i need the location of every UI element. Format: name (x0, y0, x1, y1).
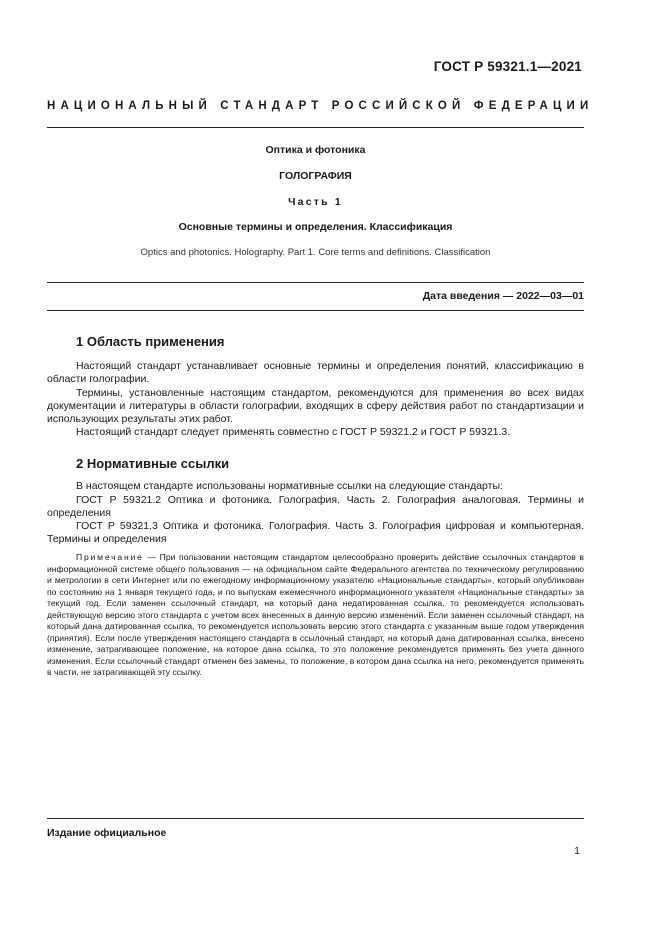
official-edition-label: Издание официальное (47, 827, 167, 839)
footer-divider (47, 818, 584, 819)
header-divider (47, 127, 584, 128)
title-subject: Оптика и фотоника (265, 144, 366, 156)
note-label: Примечание (76, 552, 144, 562)
section-1-paragraph: Настоящий стандарт устанавливает основные термины и определения понятий, классификацию в области голографии. (47, 360, 584, 385)
standard-number: ГОСТ Р 59321.1—2021 (433, 59, 582, 74)
title-divider (47, 282, 584, 283)
page-number: 1 (574, 845, 580, 857)
section-1-paragraph: Настоящий стандарт следует применять совместно с ГОСТ Р 59321.2 и ГОСТ Р 59321.3. (76, 426, 511, 438)
section-1-heading: 1 Область применения (76, 334, 225, 349)
note-block (47, 552, 584, 679)
title-main: ГОЛОГРАФИЯ (279, 170, 352, 182)
section-2-paragraph: В настоящем стандарте использованы нормативные ссылки на следующие стандарты: (76, 480, 503, 492)
title-english: Optics and photonics. Holography. Part 1. Core terms and definitions. Classification (140, 247, 491, 258)
section-1-paragraph: Термины, установленные настоящим стандартом, рекомендуются для применения во всех видах документации и литературы в области голографии, входящих в сферу действия работ по стандартизации и использующих результаты этих работ. (47, 387, 584, 425)
date-divider (47, 310, 584, 311)
title-part: Часть 1 (288, 196, 343, 208)
note-text: — При пользовании настоящим стандартом целесообразно проверить действие ссылочных стандартов в информационной системе общего пользования — на официальном сайте Федерального агентства по техническому регулированию и метрологии в сети Интернет или по ежегодному информационному указателю «Национальные стандарты», который опубликован по состоянию на 1 января текущего года, и по выпускам ежемесячного информационного указателя «Национальные стандарты» за текущий год. Если заменен ссылочный стандарт, на который дана недатированная ссылка, то рекомендуется использовать действующую версию этого стандарта с учетом всех внесенных в данную версию изменений. Если заменен ссылочный стандарт, на который дана датированная ссылка, то рекомендуется использовать версию этого стандарта с указанным выше годом утверждения (принятия). Если после утверждения настоящего стандарта в ссылочный стандарт, на который дана датированная ссылка, внесено изменение, затрагивающее положение, на которое дана ссылка, то это положение рекомендуется применять без учета данного изменения. Если ссылочный стандарт отменен без замены, то положение, в котором дана ссылка на него, рекомендуется применять в части, не затрагивающей эту ссылку. (47, 552, 584, 678)
section-2-heading: 2 Нормативные ссылки (76, 456, 230, 471)
normative-reference-item: ГОСТ Р 59321.2 Оптика и фотоника. Голография. Часть 2. Голография аналоговая. Термины и определения (47, 494, 584, 519)
title-subtitle: Основные термины и определения. Классификация (178, 221, 453, 233)
national-standard-title: НАЦИОНАЛЬНЫЙ СТАНДАРТ РОССИЙСКОЙ ФЕДЕРАЦИИ (47, 100, 594, 112)
introduction-date: Дата введения — 2022—03—01 (422, 290, 584, 302)
normative-reference-item: ГОСТ Р 59321.3 Оптика и фотоника. Голография. Часть 3. Голография цифровая и компьютерная. Термины и определения (47, 520, 584, 545)
